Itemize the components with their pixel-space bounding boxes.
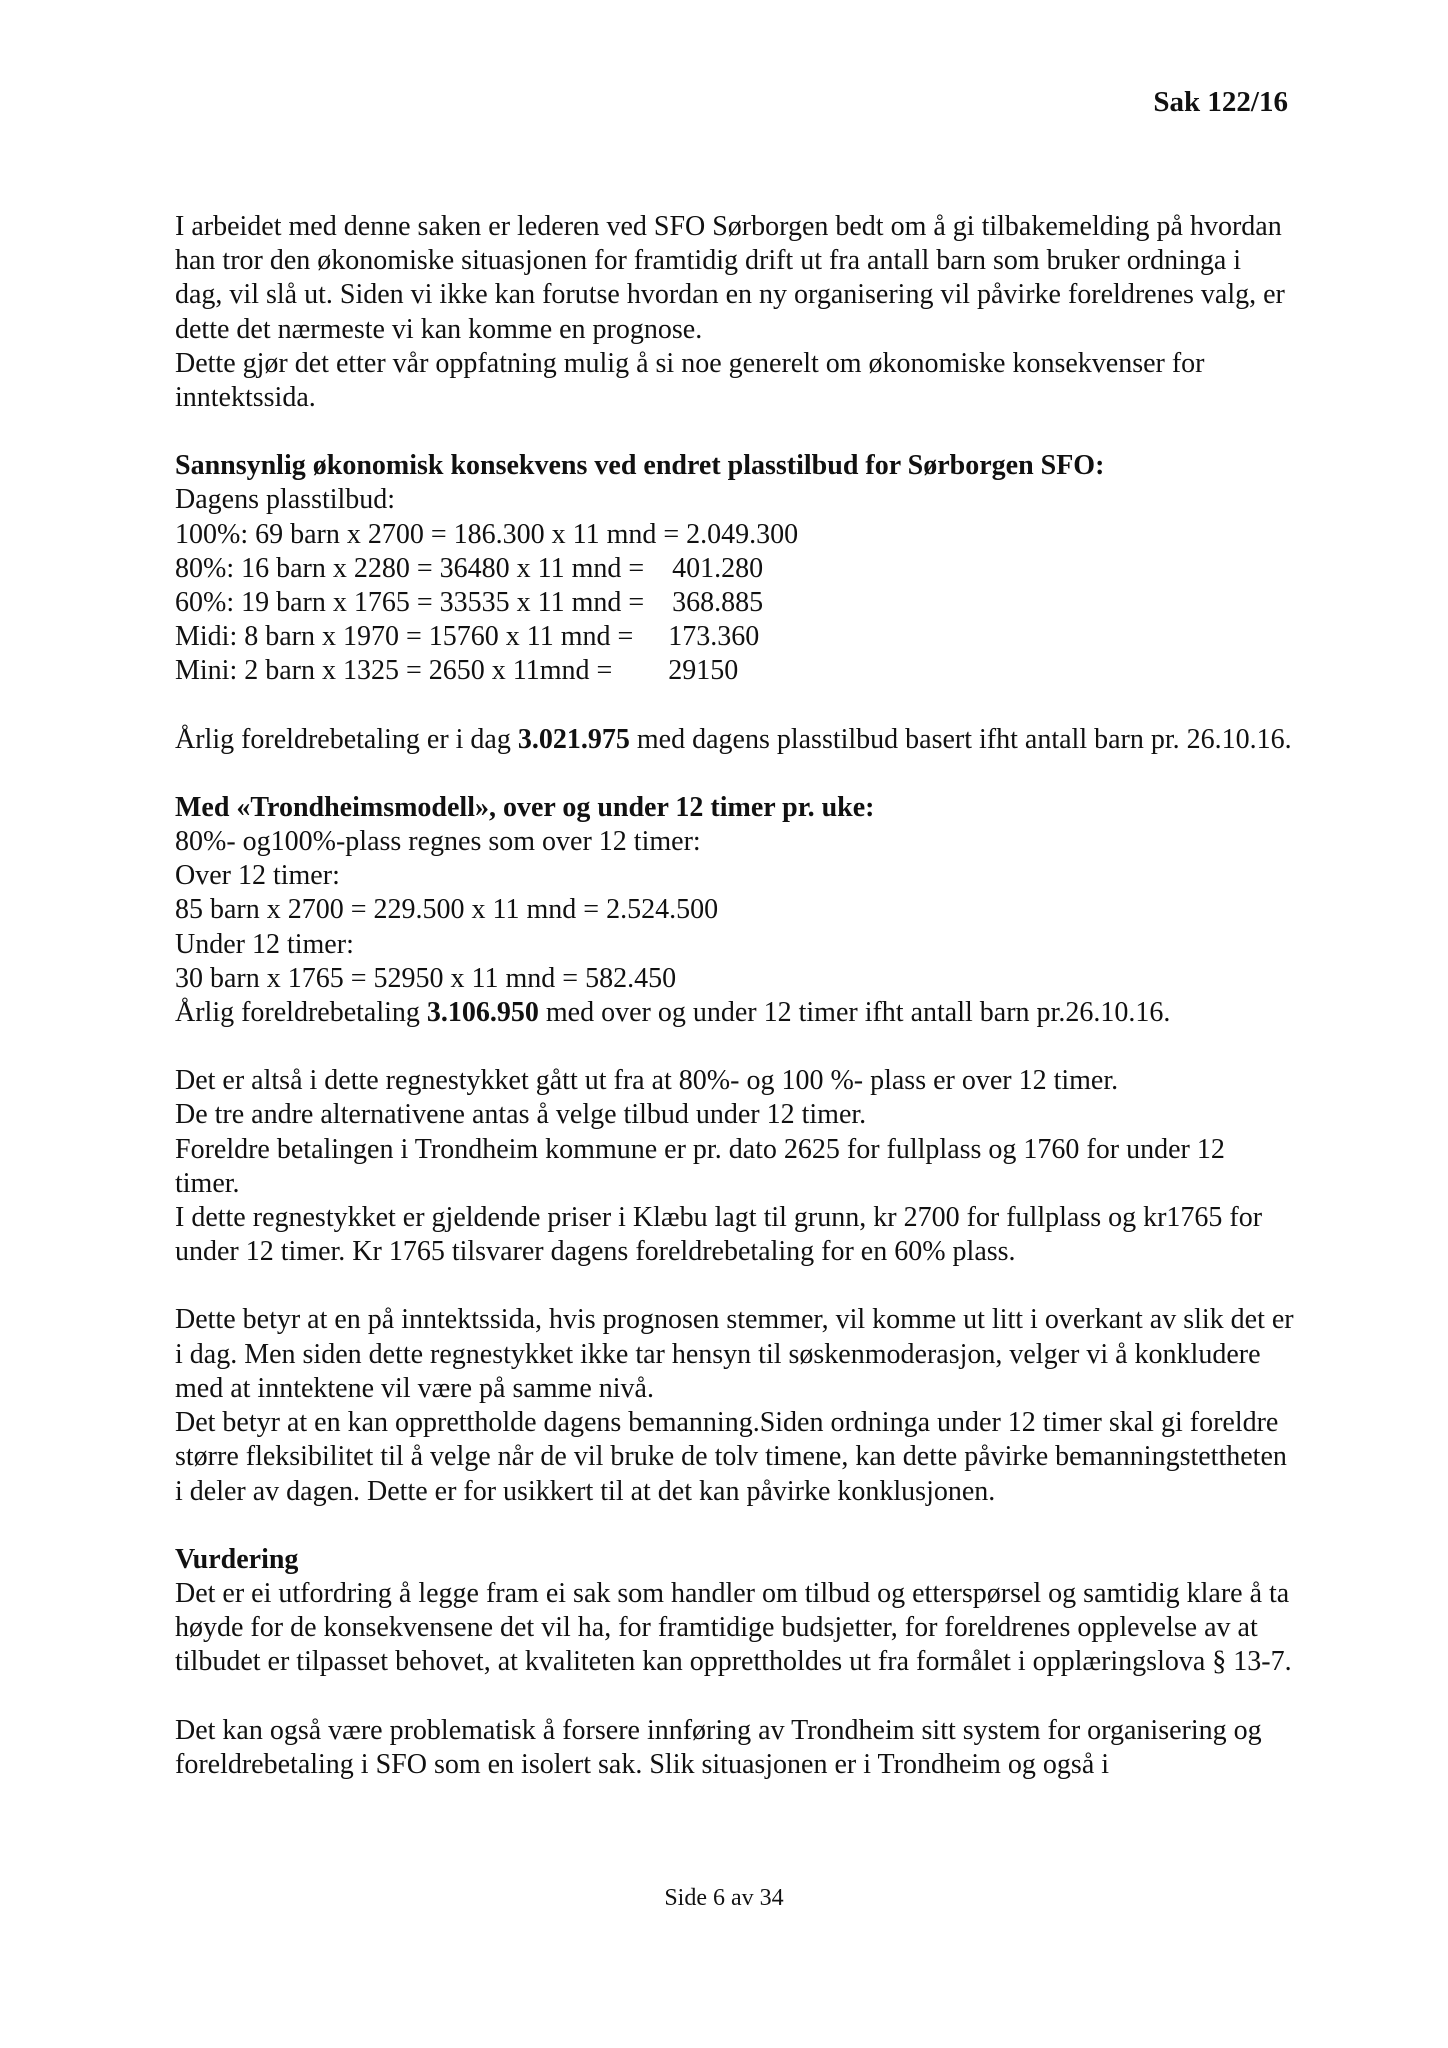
- calculation-line: 60%: 19 barn x 1765 = 33535 x 11 mnd = 368.885: [175, 587, 764, 619]
- model-line: Over 12 timer:: [175, 860, 340, 892]
- annual-text: Årlig foreldrebetaling: [175, 997, 427, 1029]
- model-line: Under 12 timer:: [175, 928, 354, 960]
- calculation-line: Midi: 8 barn x 1970 = 15760 x 11 mnd = 173.360: [175, 621, 760, 653]
- annual-text: Årlig foreldrebetaling er i dag: [175, 723, 518, 755]
- intro-paragraph: I arbeidet med denne saken er lederen ved SFO Sørborgen bedt om å gi tilbakemelding på hvordan han tror den økonomiske situasjonen for framtidig drift ut fra antall barn som bruker ordninga i dag, vil slå ut. Siden vi ikke kan forutse hvordan en ny organisering vil påvirke foreldrenes valg, er dette det nærmeste vi kan komme en prognose.: [175, 211, 1285, 345]
- explanation-line: Foreldre betalingen i Trondheim kommune er pr. dato 2625 for fullplass og 1760 for under 12 timer.: [175, 1133, 1225, 1199]
- assessment-paragraph: Det er ei utfordring å legge fram ei sak som handler om tilbud og etterspørsel og samtidig klare å ta høyde for de konsekvensene det vil ha, for framtidige budsjetter, for foreldrenes opplevelse av at tilbudet er tilpasset behovet, at kvaliteten kan opprettholdes ut fra formålet i opplæringslova § 13-7.: [175, 1577, 1292, 1678]
- model-line: 80%- og100%-plass regnes som over 12 timer:: [175, 826, 701, 858]
- annual-text: med dagens plasstilbud basert ifht antall barn pr. 26.10.16.: [629, 723, 1292, 755]
- explanation-line: I dette regnestykket er gjeldende priser i Klæbu lagt til grunn, kr 2700 for fullplass og kr1765 for under 12 timer. Kr 1765 tilsvarer dagens foreldrebetaling for en 60% plass.: [175, 1202, 1263, 1268]
- explanation-line: Det er altså i dette regnestykket gått ut fra at 80%- og 100 %- plass er over 12 timer.: [175, 1065, 1119, 1097]
- explanation-line: De tre andre alternativene antas å velge tilbud under 12 timer.: [175, 1099, 867, 1131]
- annual-payment-model: [175, 996, 1295, 1030]
- annual-payment-current: [175, 723, 1295, 757]
- model-line: 85 barn x 2700 = 229.500 x 11 mnd = 2.524.500: [175, 894, 719, 926]
- calculation-line: 80%: 16 barn x 2280 = 36480 x 11 mnd = 401.280: [175, 552, 764, 584]
- annual-amount: 3.021.975: [517, 723, 630, 755]
- calculation-line: 100%: 69 barn x 2700 = 186.300 x 11 mnd = 2.049.300: [175, 518, 799, 550]
- section-heading: Vurdering: [175, 1543, 299, 1575]
- case-number: Sak 122/16: [1153, 86, 1288, 118]
- assessment-paragraph: Det kan også være problematisk å forsere innføring av Trondheim sitt system for organisering og foreldrebetaling i SFO som en isolert sak. Slik situasjonen er i Trondheim og også i: [175, 1714, 1262, 1780]
- annual-text: med over og under 12 timer ifht antall barn pr.26.10.16.: [538, 997, 1171, 1029]
- subheading: Dagens plasstilbud:: [175, 484, 396, 516]
- model-line: 30 barn x 1765 = 52950 x 11 mnd = 582.450: [175, 962, 677, 994]
- page-number: Side 6 av 34: [664, 1885, 784, 1911]
- intro-paragraph: Dette gjør det etter vår oppfatning mulig å si noe generelt om økonomiske konsekvenser for inntektssida.: [175, 347, 1205, 414]
- conclusion-paragraph: Det betyr at en kan opprettholde dagens bemanning.Siden ordninga under 12 timer skal gi foreldre større fleksibilitet til å velge når de vil bruke de tolv timene, kan dette påvirke bemanningstettheten i deler av dagen. Dette er for usikkert til at det kan påvirke konklusjonen.: [175, 1407, 1287, 1507]
- conclusion-paragraph: Dette betyr at en på inntektssida, hvis prognosen stemmer, vil komme ut litt i overkant av slik det er i dag. Men siden dette regnestykket ikke tar hensyn til søskenmoderasjon, velger vi å konkludere med at inntektene vil være på samme nivå.: [175, 1304, 1294, 1404]
- annual-amount: 3.106.950: [426, 997, 539, 1029]
- section-heading: Med «Trondheimsmodell», over og under 12 timer pr. uke:: [175, 791, 875, 823]
- calculation-line: Mini: 2 barn x 1325 = 2650 x 11mnd = 29150: [175, 655, 739, 687]
- section-heading: Sannsynlig økonomisk konsekvens ved endret plasstilbud for Sørborgen SFO:: [175, 450, 1105, 482]
- document-body: [175, 210, 1295, 1782]
